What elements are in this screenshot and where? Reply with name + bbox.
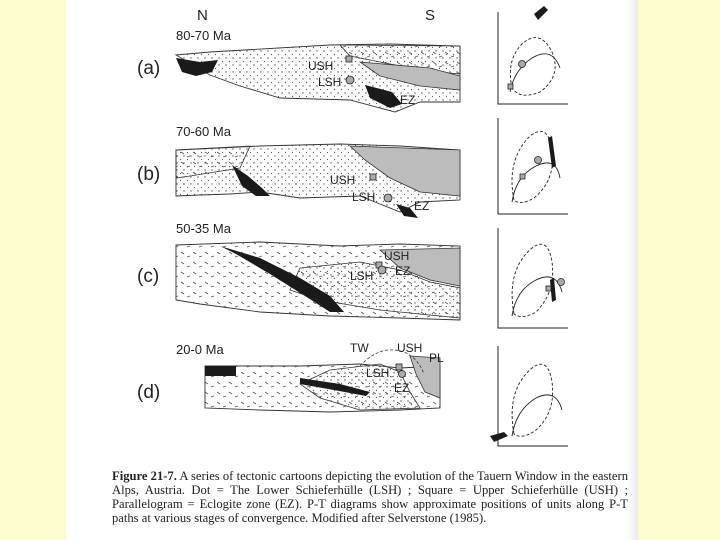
panel-c-lsh-dot bbox=[378, 266, 386, 274]
panel-d-ush-square bbox=[396, 364, 402, 370]
panel-d-label-pl: PL bbox=[429, 351, 444, 365]
panel-b-letter: (b) bbox=[137, 164, 161, 185]
panel-c-label-ush: USH bbox=[384, 249, 410, 263]
panel-a-label-ez: EZ bbox=[400, 93, 416, 107]
figure-caption-text: A series of tectonic cartoons depicting the evolution of the Tauern Window in the eastern Alps, Austria. Dot = The Lower Schieferhülle (LSH) ; Square = Upper Schieferhülle (USH) ; Parallelogram = Eclogite zone (EZ). P-T diagrams show approximate positions of units along P-T paths at various stages of convergence. Modified after Selverstone (1985). bbox=[112, 469, 628, 525]
panel-c-label-lsh: LSH bbox=[350, 269, 374, 283]
panel-d bbox=[137, 341, 444, 412]
panel-a-letter: (a) bbox=[137, 58, 161, 79]
panel-a bbox=[137, 28, 460, 112]
panel-c-age: 50-35 Ma bbox=[176, 221, 231, 236]
panel-b-label-ez: EZ bbox=[414, 199, 430, 213]
panel-b bbox=[137, 124, 460, 218]
panel-c bbox=[137, 221, 460, 320]
panel-a-ush-square bbox=[346, 56, 352, 62]
panel-b-lsh-dot bbox=[384, 194, 392, 202]
panel-c-letter: (c) bbox=[137, 266, 160, 287]
panel-c-label-ez: EZ bbox=[395, 264, 411, 278]
panel-a-label-ush: USH bbox=[308, 59, 334, 73]
panel-d-black-slab bbox=[205, 366, 236, 376]
panel-b-age: 70-60 Ma bbox=[176, 124, 231, 139]
panel-d-lsh-dot bbox=[399, 371, 406, 378]
panel-b-label-lsh: LSH bbox=[352, 190, 376, 204]
panel-d-letter: (d) bbox=[137, 382, 161, 403]
panel-a-age: 80-70 Ma bbox=[176, 28, 231, 43]
panel-b-label-ush: USH bbox=[330, 173, 356, 187]
pt-diagram-c bbox=[498, 228, 568, 328]
panel-a-label-lsh: LSH bbox=[318, 75, 342, 89]
pt-diagram-d bbox=[490, 346, 568, 446]
south-label: S bbox=[425, 7, 436, 24]
panel-d-label-ush: USH bbox=[397, 341, 423, 355]
north-label: N bbox=[197, 7, 208, 24]
panel-b-ush-square bbox=[370, 174, 376, 180]
panel-d-label-ez: EZ bbox=[394, 381, 410, 395]
figure-label: Figure 21-7. bbox=[112, 469, 177, 483]
panel-d-label-tw: TW bbox=[350, 341, 369, 355]
figure-caption bbox=[112, 469, 628, 525]
pt-diagram-a bbox=[498, 6, 568, 104]
panel-a-lsh-dot bbox=[346, 76, 354, 84]
panel-d-age: 20-0 Ma bbox=[176, 342, 224, 357]
panel-d-label-lsh: LSH bbox=[366, 366, 390, 380]
pt-diagram-b bbox=[498, 118, 568, 214]
